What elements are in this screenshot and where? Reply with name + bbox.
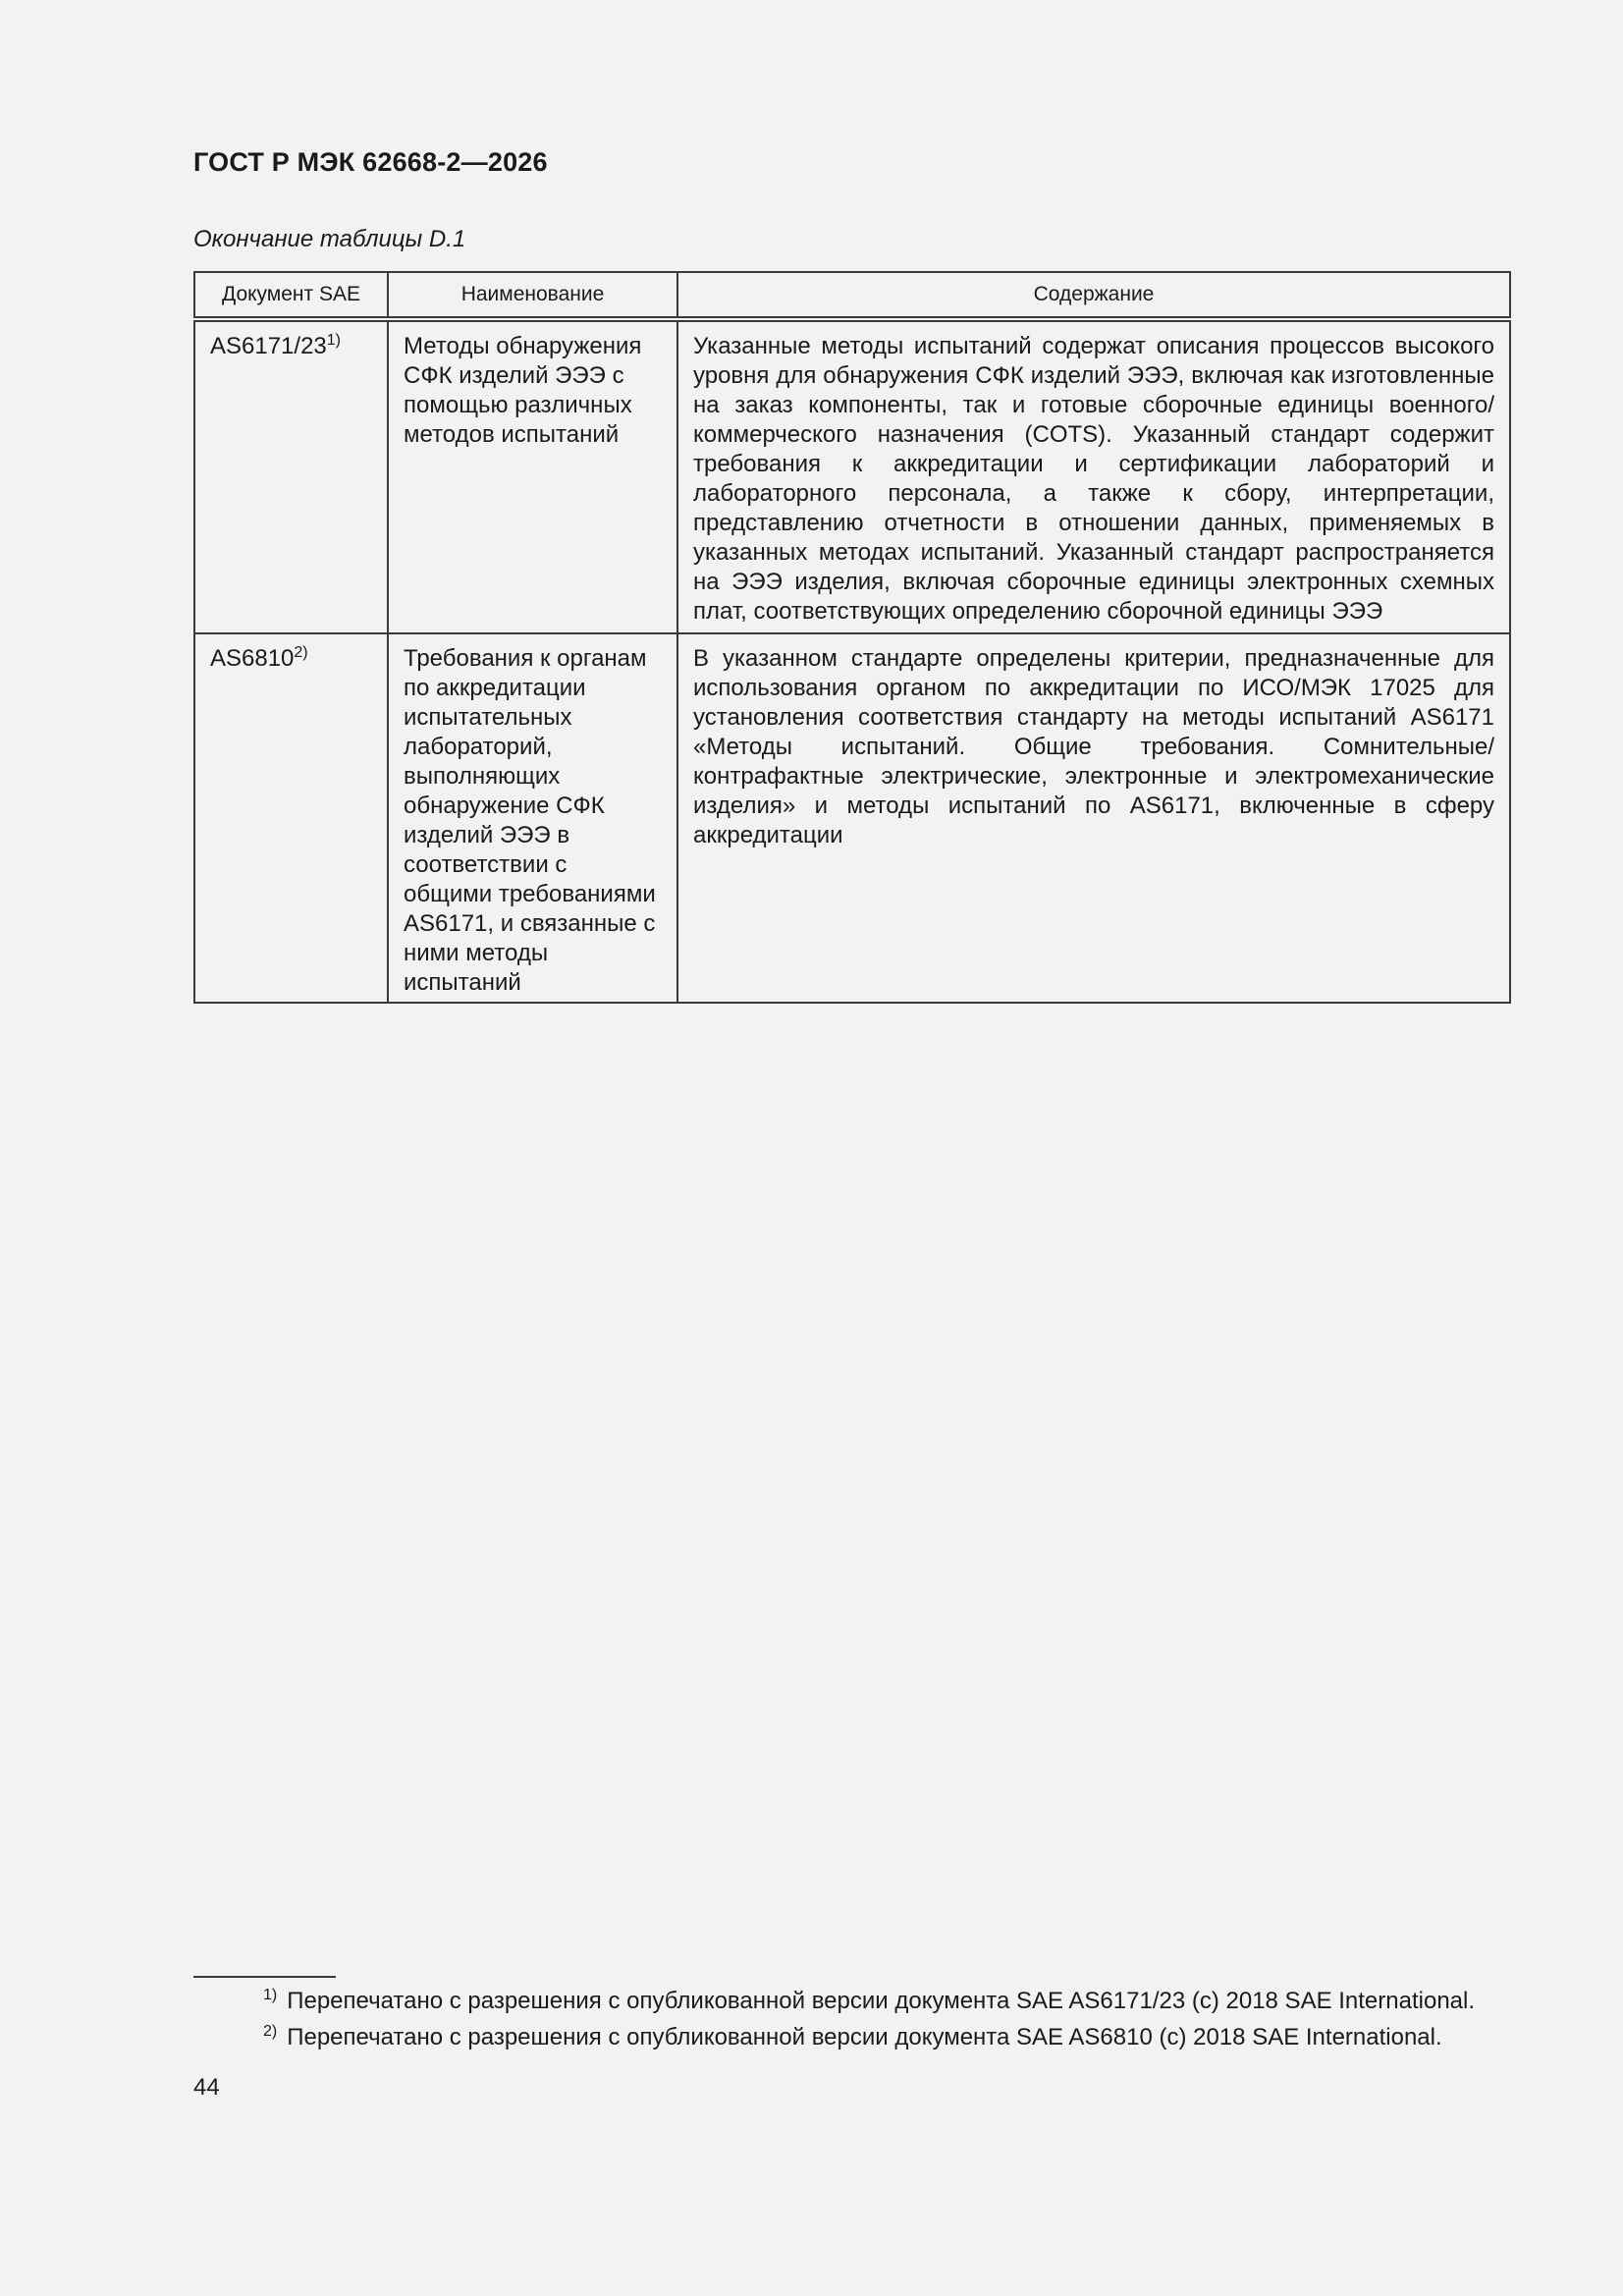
footnote [263,1987,1475,2016]
footnote-ref: 2) [294,644,308,661]
page-number: 44 [193,2074,220,2101]
header-doc: Документ SAE [194,272,388,319]
footnote-ref: 1) [326,332,342,349]
header-name: Наименование [388,272,677,319]
cell-doc [194,319,388,633]
footnote [263,2023,1442,2052]
cell-content: В указанном стандарте определены критерии, предназначенные для использования органом по аккредитации по ИСО/МЭК 17025 для установления соответствия стандарту на методы испытаний AS6171 «Методы испытаний. Общие требования. Сомнительные/контрафактные электрические, электронные и электромеханические изделия» и методы испытаний по AS6171, включенные в сферу аккредитации [677,633,1510,1003]
cell-name: Требования к органам по аккредитации испытательных лабораторий, выполняющих обнаружение СФК изделий ЭЭЭ в соответствии с общими требованиями AS6171, и связанные с ними методы испытаний [388,633,677,1003]
table-row [194,633,1510,1003]
doc-code: AS6810 [210,645,295,672]
document-header: ГОСТ Р МЭК 62668-2—2026 [193,147,548,177]
footnote-text: Перепечатано с разрешения с опубликованной версии документа SAE AS6171/23 (c) 2018 SAE International. [287,1988,1476,2014]
footnote-text: Перепечатано с разрешения с опубликованной версии документа SAE AS6810 (c) 2018 SAE International. [287,2024,1442,2050]
header-content: Содержание [677,272,1510,319]
footnote-mark: 2) [263,2023,278,2040]
table-caption: Окончание таблицы D.1 [193,226,466,252]
cell-doc [194,633,388,1003]
footnote-divider [193,1976,336,1978]
doc-code: AS6171/23 [210,333,327,359]
sae-documents-table [193,271,1511,1004]
footnote-mark: 1) [263,1987,278,2003]
table-container [193,271,1509,1004]
cell-content: Указанные методы испытаний содержат описания процессов высокого уровня для обнаружения СФК изделий ЭЭЭ, включая как изготовленные на заказ компоненты, так и готовые сборочные единицы военного/коммерческого назначения (COTS). Указанный стандарт содержит требования к аккредитации и сертификации лабораторий и лабораторного персонала, а также к сбору, интерпретации, представлению отчетности в отношении данных, применяемых в указанных методах испытаний. Указанный стандарт распространяется на ЭЭЭ изделия, включая сборочные единицы электронных схемных плат, соответствующих определению сборочной единицы ЭЭЭ [677,319,1510,633]
table-row [194,319,1510,633]
cell-name: Методы обнаружения СФК изделий ЭЭЭ с помощью различных методов испытаний [388,319,677,633]
table-header-row [194,272,1510,319]
